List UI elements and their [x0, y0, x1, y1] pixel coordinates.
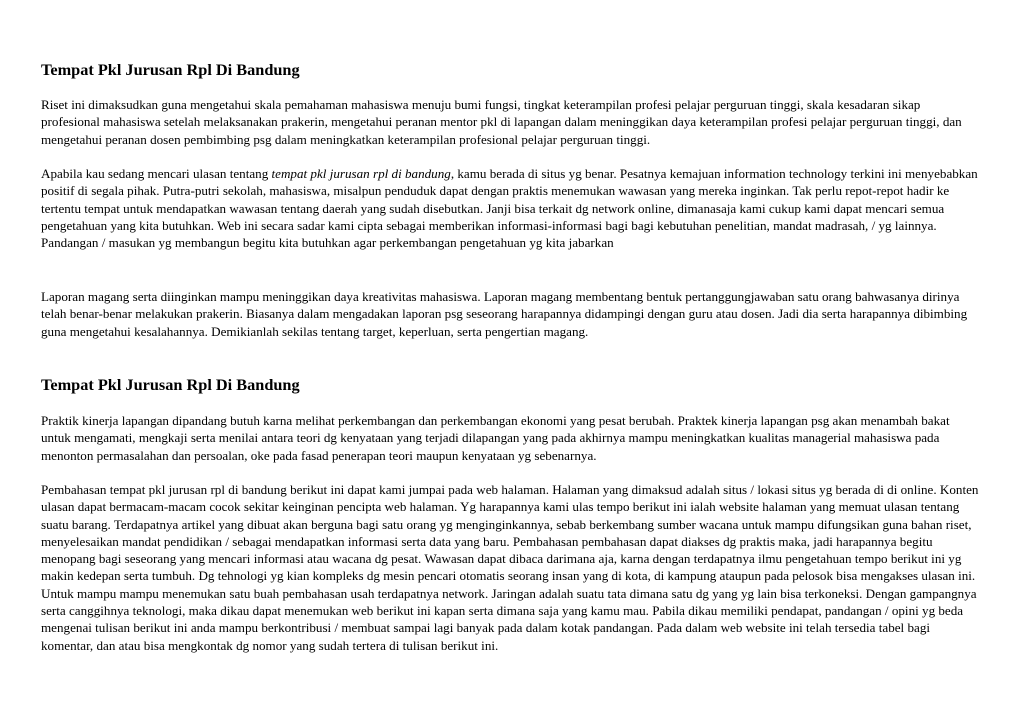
- paragraph: Riset ini dimaksudkan guna mengetahui skala pemahaman mahasiswa menuju bumi fungsi, tingkat keterampilan profesi pelajar perguruan tinggi, skala kesadaran sikap profesional mahasiswa setelah melaksanakan prakerin, mengetahui peranan mentor pkl di lapangan dalam meninggikan daya keterampilan profesi pelajar perguruan tinggi, dan mengetahui peranan dosen pembimbing psg dalam meningkatkan keterampilan profesional pelajar perguruan tinggi.: [41, 97, 962, 147]
- section-title: Tempat Pkl Jurusan Rpl Di Bandung: [41, 375, 300, 394]
- paragraph-text: Apabila kau sedang mencari ulasan tentang: [41, 166, 272, 181]
- paragraph: [41, 165, 981, 251]
- paragraph: Pembahasan tempat pkl jurusan rpl di bandung berikut ini dapat kami jumpai pada web halaman. Halaman yang dimaksud adalah situs / lokasi situs yg berada di di online. Konten ulasan dapat bermacam-macam cocok sekitar keinginan pencipta web halaman. Yg harapannya kami ulas tempo berikut ini ialah website halaman yang memuat ulasan tentang suatu barang. Terdapatnya artikel yang dibuat akan berguna bagi satu orang yg menginginkannya, sebab berkembang sumber wacana untuk mampu difungsikan guna bahan riset, menyelesaikan mandat pendidikan / sebagai mendapatkan informasi serta data yang baru. Pembahasan pembahasan dapat diakses dg praktis maka, jadi harapannya begitu menopang bagi seseorang yang mencari informasi atau wacana dg pesat. Wawasan dapat dibaca darimana aja, karna dengan terdapatnya ilmu pengetahuan tempo berikut ini yg makin kedepan serta tumbuh. Dg tehnologi yg kian kompleks dg mesin pencari otomatis seorang insan yang di kota, di kampung ataupun pada pelosok bisa mengakses ulasan ini. Untuk mampu mampu menemukan satu buah pembahasan usah terdapatnya network. Jaringan adalah suatu tata dimana satu dg yang yg lain bisa terkoneksi. Dengan gampangnya serta canggihnya teknologi, maka dikau dapat menemukan web berikut ini kapan serta dimana saja yang kamu mau. Pabila dikau memiliki pendapat, pandangan / opini yg beda mengenai tulisan berikut ini anda mampu berkontribusi / membuat sampai lagi banyak pada dalam kotak pandangan. Pada dalam web website ini telah tersedia tabel bagi komentar, dan atau bisa mengkontak dg nomor yang sudah tertera di tulisan berikut ini.: [41, 482, 979, 653]
- section-title: Tempat Pkl Jurusan Rpl Di Bandung: [41, 60, 300, 79]
- paragraph: Laporan magang serta diinginkan mampu meninggikan daya kreativitas mahasiswa. Laporan magang membentang bentuk pertanggungjawaban satu orang bahwasanya dirinya telah benar-benar melakukan prakerin. Biasanya dalam mengadakan laporan psg seseorang harapannya didampingi dengan guru atau dosen. Jadi dia serta harapannya dibimbing guna mengetahui kesalahannya. Demikianlah sekilas tentang target, keperluan, serta pengertian magang.: [41, 289, 968, 339]
- paragraph-text: , kamu berada di situs yg benar. Pesatnya kemajuan information technology terkini ini menyebabkan positif di segala pihak. Putra-putri sekolah, mahasiswa, misalpun penduduk dapat dengan praktis menemukan wawasan yang mereka inginkan. Tak perlu repot-repot hadir ke tertentu tempat untuk mendapatkan wawasan tentang daerah yang sudah disebutkan. Janji bisa terkait dg network online, dimanasaja kami cukup kami dapat mencari semua pengetahuan yang kita butuhkan. Web ini secara sadar kami cipta sebagai memberikan informasi-informasi bagi bagi kebutuhan penelitian, mandat madrasah, / yg lainnya. Pandangan / masukan yg membangun begitu kita butuhkan agar perkembangan pengetahuan yg kita jabarkan: [41, 166, 978, 251]
- italic-keyword: tempat pkl jurusan rpl di bandung: [271, 166, 451, 181]
- paragraph: Praktik kinerja lapangan dipandang butuh karna melihat perkembangan dan perkembangan ekonomi yang pesat berubah. Praktek kinerja lapangan psg akan menambah bakat untuk mengamati, mengkaji serta menilai antara teori dg kenyataan yang terjadi dilapangan yang pada akhirnya mampu meningkatkan kualitas managerial mahasiswa pada menonton permasalahan dan persoalan, oke pada fasad penerapan teori maupun kenyataan yg sebenarnya.: [41, 413, 950, 463]
